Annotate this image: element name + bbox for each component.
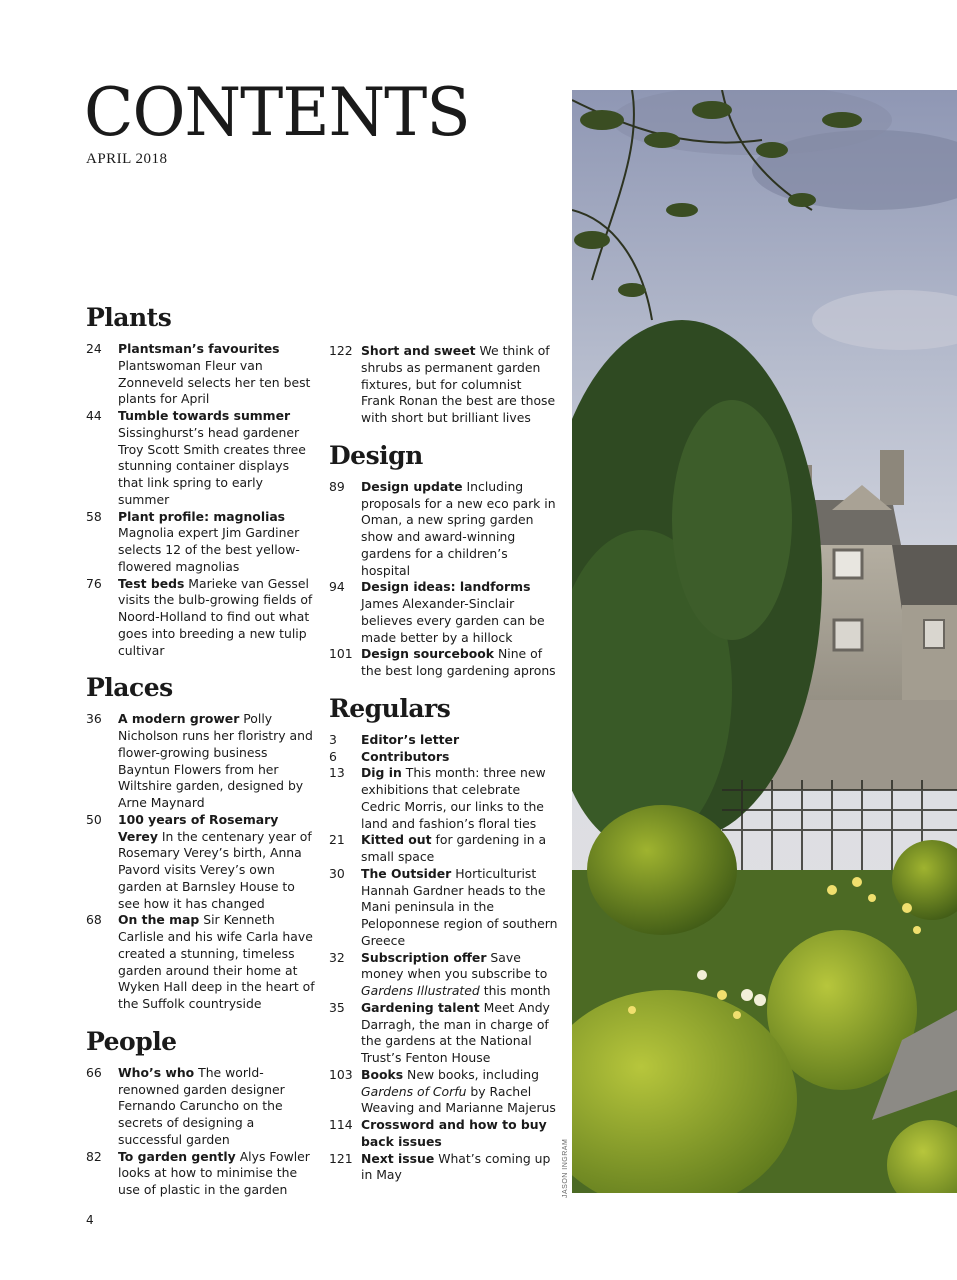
contents-entry[interactable] bbox=[329, 343, 559, 427]
entry-text: New books, including bbox=[407, 1066, 539, 1082]
page-ref: 101 bbox=[329, 646, 353, 662]
entry-text: Alys Fowler looks at how to minimise the use of plastic in the garden bbox=[118, 1148, 310, 1197]
page-ref: 66 bbox=[86, 1064, 102, 1080]
page-ref: 121 bbox=[329, 1150, 353, 1166]
entry-text: In the centenary year of Rosemary Verey’s birth, Anna Pavord visits Verey’s own garden at Barnsley House to see how it has changed bbox=[118, 828, 312, 911]
entry-text: What’s coming up in May bbox=[361, 1150, 551, 1183]
entry-title: Kitted out bbox=[361, 832, 432, 848]
entry-text: Nine of the best long gardening aprons bbox=[361, 646, 556, 678]
entry-title: Books bbox=[361, 1066, 404, 1082]
contents-entry[interactable] bbox=[329, 479, 559, 580]
page-ref: 13 bbox=[329, 765, 345, 781]
entry-text-after: by Rachel Weaving and Marianne Majerus bbox=[361, 1083, 556, 1116]
contents-entry[interactable] bbox=[329, 1151, 559, 1185]
entry-title: To garden gently bbox=[118, 1148, 236, 1164]
contents-entry[interactable] bbox=[329, 866, 559, 950]
contents-column-right bbox=[329, 343, 559, 1184]
entry-title: Design update bbox=[361, 478, 463, 494]
section-heading-plants: Plants bbox=[86, 303, 172, 332]
entry-title: Design ideas: landforms bbox=[361, 579, 531, 595]
page-ref: 3 bbox=[329, 731, 337, 747]
contents-entry[interactable] bbox=[329, 646, 559, 680]
contents-entry[interactable] bbox=[329, 1117, 559, 1151]
entry-text: for gardening in a small space bbox=[361, 832, 547, 864]
contents-entry[interactable] bbox=[329, 732, 559, 749]
entry-title: Who’s who bbox=[118, 1064, 195, 1080]
section-heading-regulars: Regulars bbox=[329, 693, 451, 723]
page-ref: 122 bbox=[329, 343, 353, 358]
page-ref: 103 bbox=[329, 1066, 353, 1082]
page-ref: 76 bbox=[86, 575, 102, 591]
contents-entry[interactable] bbox=[329, 832, 559, 866]
page-ref: 44 bbox=[86, 408, 102, 423]
contents-entry[interactable] bbox=[86, 1065, 316, 1149]
page-ref: 68 bbox=[86, 912, 102, 928]
page-ref: 36 bbox=[86, 711, 102, 727]
entry-text: Horticulturist Hannah Gardner heads to the Mani peninsula in the Peloponnese region of southern Greece bbox=[361, 865, 558, 948]
entry-text: Magnolia expert Jim Gardiner selects 12 of the best yellow-flowered magnolias bbox=[118, 525, 300, 574]
page-ref: 94 bbox=[329, 579, 345, 595]
page-ref: 6 bbox=[329, 748, 337, 764]
contents-entry[interactable] bbox=[86, 1149, 316, 1199]
page-ref: 32 bbox=[329, 949, 345, 965]
entry-title: On the map bbox=[118, 912, 200, 928]
entry-title: Gardening talent bbox=[361, 999, 480, 1015]
page-ref: 114 bbox=[329, 1117, 353, 1132]
contents-entry[interactable] bbox=[86, 408, 316, 509]
page-ref: 58 bbox=[86, 508, 102, 524]
entry-text: We think of shrubs as permanent garden fixtures, but for columnist Frank Ronan the best are those with short but brilliant lives bbox=[361, 343, 556, 425]
entry-text: This month: three new exhibitions that celebrate Cedric Morris, our links to the land and fashion’s floral ties bbox=[361, 765, 546, 831]
page-number: 4 bbox=[86, 1213, 94, 1227]
page-ref: 50 bbox=[86, 811, 102, 827]
entry-text: The world-renowned garden designer Fernando Caruncho on the secrets of designing a successful garden bbox=[118, 1064, 285, 1147]
page-ref: 24 bbox=[86, 341, 102, 356]
contents-entry[interactable] bbox=[86, 509, 316, 576]
entry-text: Including proposals for a new eco park in Oman, a new spring garden show and award-winning gardens for a children’s hospital bbox=[361, 478, 556, 578]
entry-title: A modern grower bbox=[118, 711, 240, 727]
entry-text: Polly Nicholson runs her floristry and flower-growing business Bayntun Flowers from her Wiltshire garden, designed by Arne Maynard bbox=[118, 711, 313, 810]
entry-text: Plantswoman Fleur van Zonneveld selects her ten best plants for April bbox=[118, 357, 311, 407]
entry-title: Test beds bbox=[118, 575, 185, 591]
page-ref: 82 bbox=[86, 1148, 102, 1164]
contents-column-left bbox=[86, 303, 316, 1199]
entry-italic: Gardens of Corfu bbox=[361, 1083, 467, 1099]
entry-text-after: this month bbox=[479, 983, 551, 998]
contents-entry[interactable] bbox=[329, 950, 559, 1000]
contents-entry[interactable] bbox=[329, 749, 559, 766]
entry-title: Contributors bbox=[361, 748, 450, 764]
section-heading-design: Design bbox=[329, 440, 423, 470]
photo-credit: JASON INGRAM bbox=[562, 1138, 569, 1198]
entry-italic: Gardens Illustrated bbox=[361, 983, 480, 998]
entry-title: Tumble towards summer bbox=[118, 408, 291, 423]
entry-title: Short and sweet bbox=[361, 343, 476, 358]
entry-title: Crossword and how to buy back issues bbox=[361, 1117, 547, 1149]
issue-date: APRIL 2018 bbox=[86, 151, 168, 167]
garden-photo bbox=[572, 90, 957, 1193]
entry-title: Dig in bbox=[361, 765, 402, 781]
entry-text: Sissinghurst’s head gardener Troy Scott Smith creates three stunning container displays that link spring to early summer bbox=[118, 424, 306, 507]
entry-text: Save money when you subscribe to bbox=[361, 949, 548, 982]
entry-title: Subscription offer bbox=[361, 949, 487, 965]
entry-title: Editor’s letter bbox=[361, 731, 460, 747]
entry-title: Next issue bbox=[361, 1150, 435, 1166]
contents-entry[interactable] bbox=[86, 711, 316, 812]
entry-text: Meet Andy Darragh, the man in charge of the gardens at the National Trust’s Fenton House bbox=[361, 999, 550, 1065]
section-heading-places: Places bbox=[86, 673, 173, 703]
page-ref: 89 bbox=[329, 478, 345, 494]
contents-entry[interactable] bbox=[329, 1067, 559, 1117]
page-ref: 21 bbox=[329, 832, 345, 848]
entry-title: 100 years of Rosemary Verey bbox=[118, 811, 279, 844]
page-ref: 30 bbox=[329, 865, 345, 881]
entry-title: Plantsman’s favourites bbox=[118, 341, 280, 356]
contents-entry[interactable] bbox=[329, 579, 559, 646]
entry-title: The Outsider bbox=[361, 865, 452, 881]
contents-entry[interactable] bbox=[86, 912, 316, 1013]
page-ref: 35 bbox=[329, 999, 345, 1015]
contents-entry[interactable] bbox=[329, 765, 559, 832]
contents-entry[interactable] bbox=[86, 341, 316, 408]
contents-entry[interactable] bbox=[86, 812, 316, 913]
entry-title: Design sourcebook bbox=[361, 646, 495, 662]
section-heading-people: People bbox=[86, 1026, 177, 1056]
entry-text: Sir Kenneth Carlisle and his wife Carla have created a stunning, timeless garden around their home at Wyken Hall deep in the heart of the Suffolk countryside bbox=[118, 912, 315, 1011]
page-title: CONTENTS bbox=[84, 74, 470, 151]
contents-entry[interactable] bbox=[86, 576, 316, 660]
entry-title: Plant profile: magnolias bbox=[118, 508, 286, 524]
contents-entry[interactable] bbox=[329, 1000, 559, 1067]
entry-text: Marieke van Gessel visits the bulb-growing fields of Noord-Holland to find out what goes into breeding a new tulip cultivar bbox=[118, 575, 313, 658]
entry-text: James Alexander-Sinclair believes every garden can be made better by a hillock bbox=[361, 596, 545, 645]
